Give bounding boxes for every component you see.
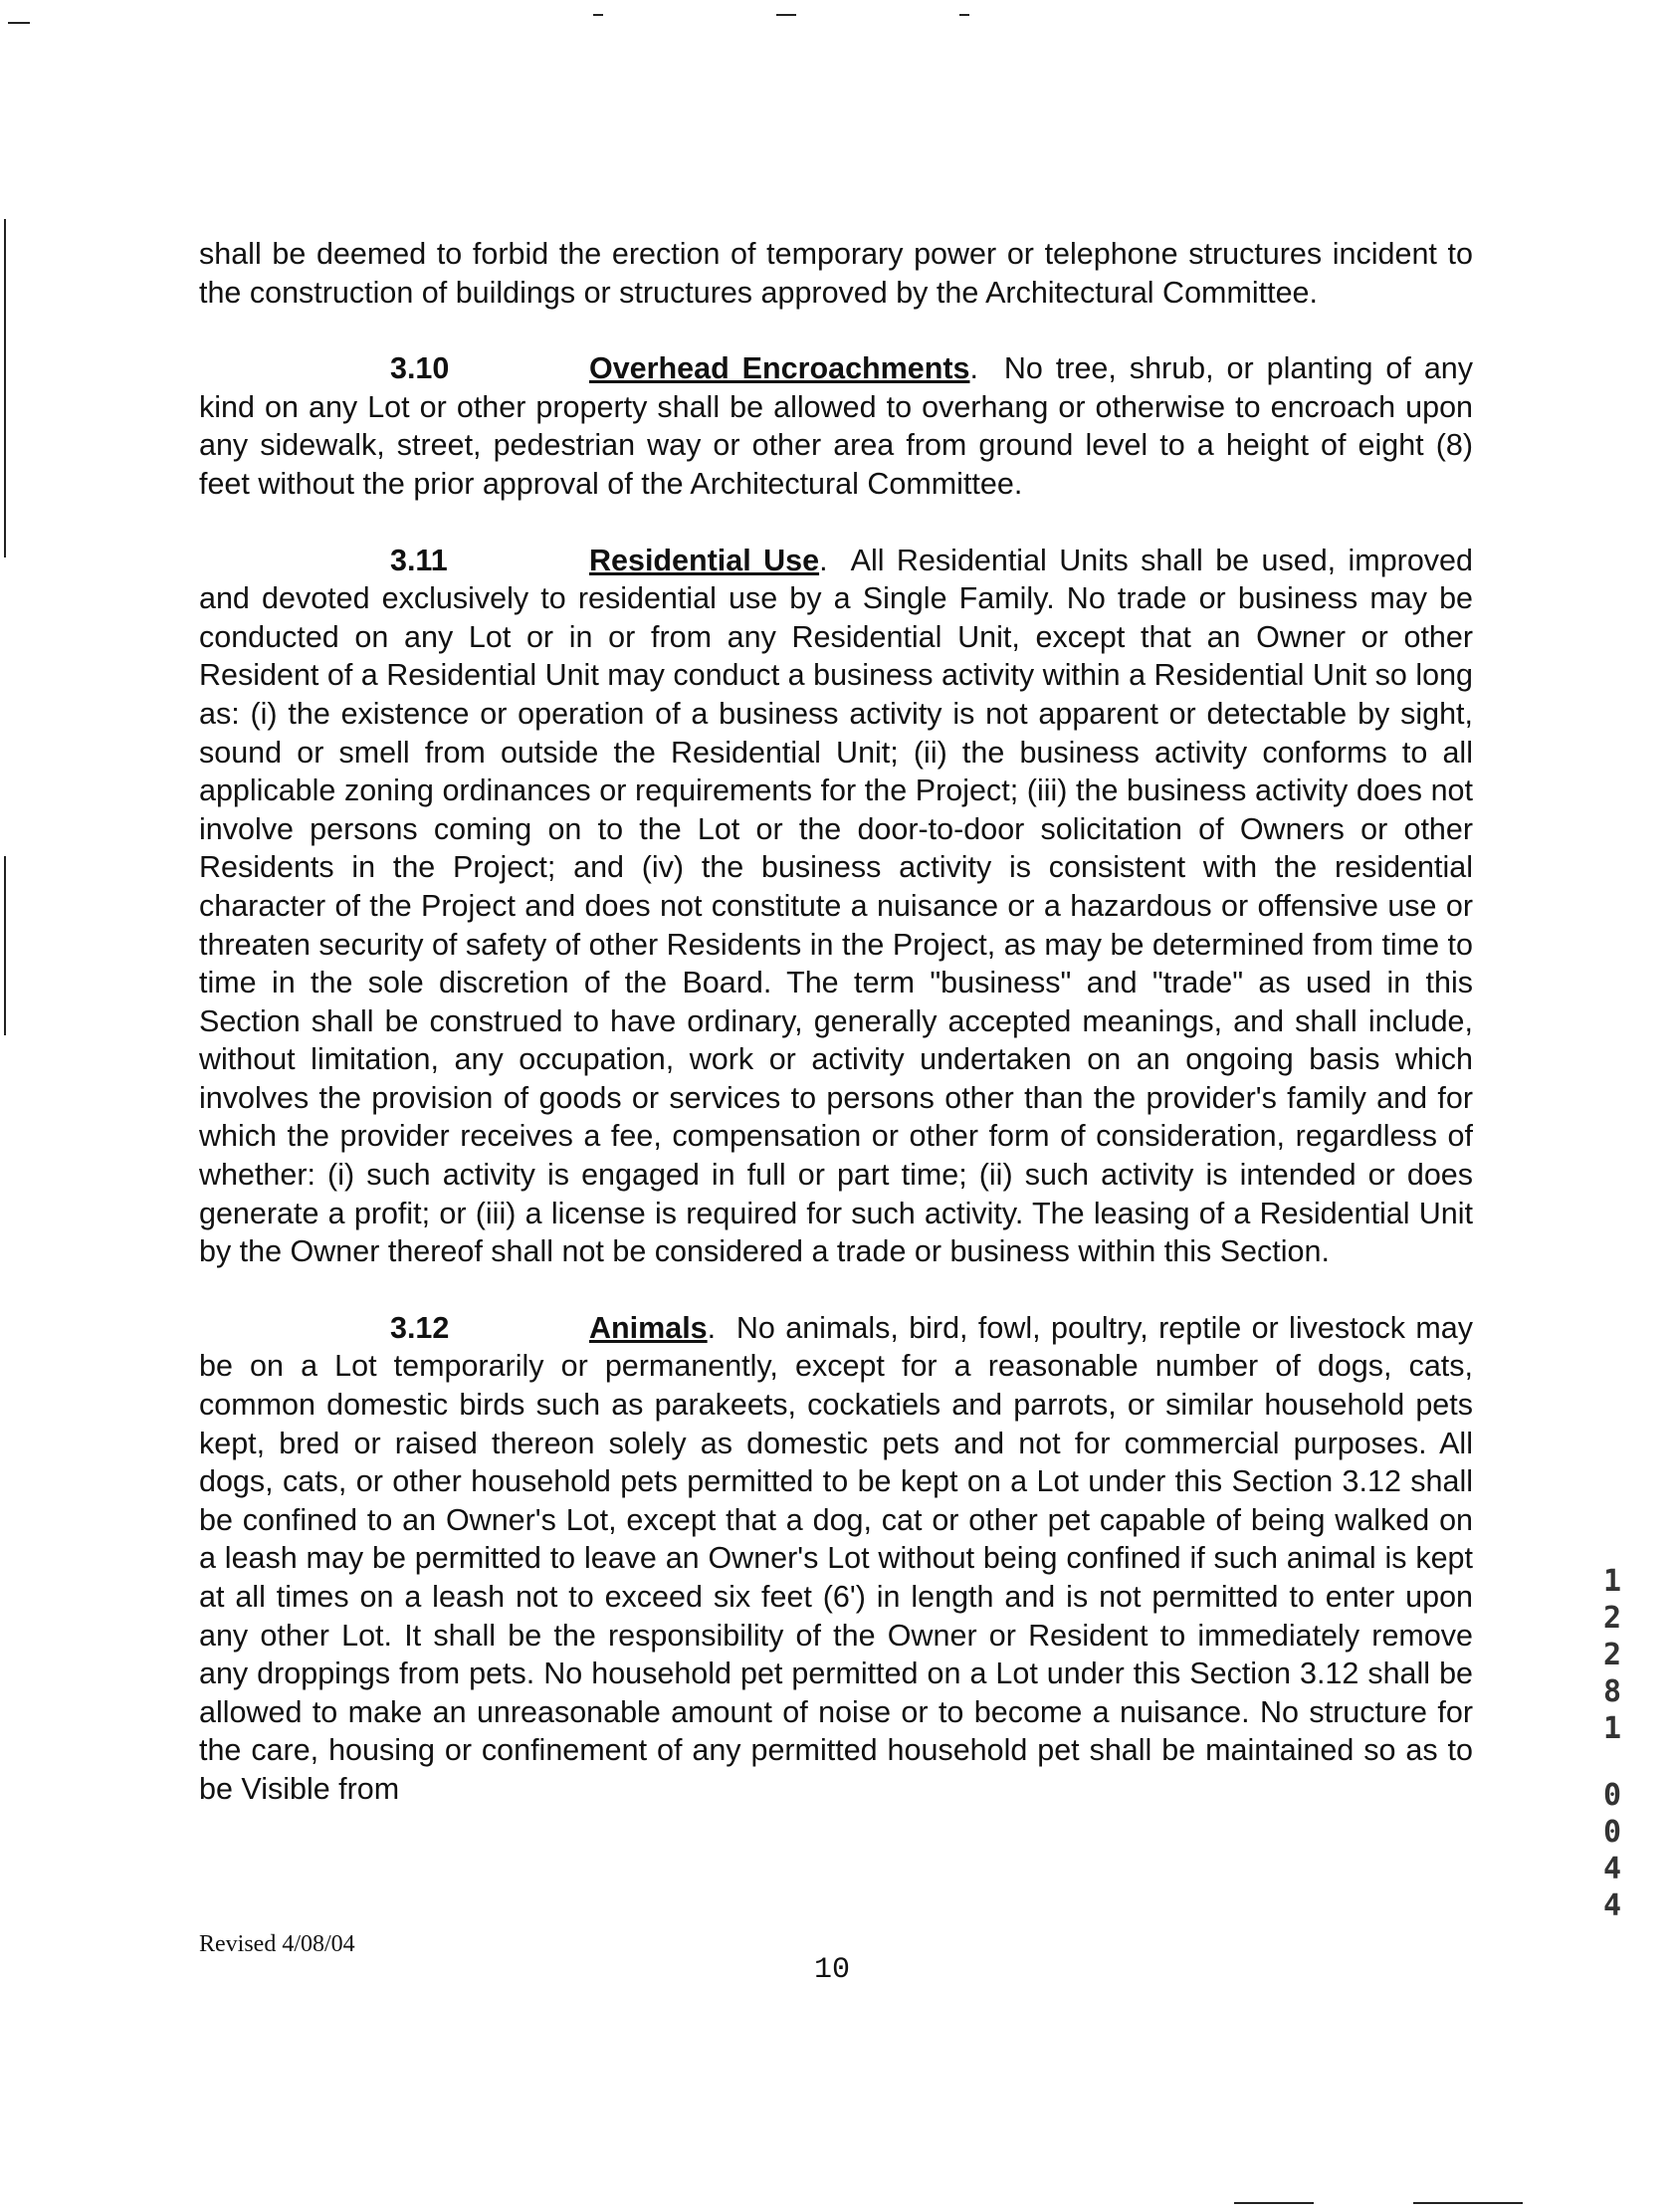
document-body <box>199 235 1473 1847</box>
stamp-digit: 8 <box>1602 1674 1622 1709</box>
section-number: 3.11 <box>390 543 448 577</box>
section-title: Residential Use <box>589 543 820 577</box>
stamp-digit: 0 <box>1602 1778 1622 1813</box>
scan-mark <box>1234 2202 1314 2204</box>
stamp-digit: 1 <box>1602 1711 1622 1746</box>
revision-date: Revised 4/08/04 <box>199 1931 355 1957</box>
continuation-paragraph: shall be deemed to forbid the erection of temporary power or telephone structures incident to the construction of buildings or structures approved by the Architectural Committee. <box>199 237 1473 310</box>
section-number: 3.10 <box>390 351 450 386</box>
stamp-digit: 2 <box>1602 1638 1622 1672</box>
section-3-11: 3.11 Residential Use. All Residential Units shall be used, improved and devoted exclusively to residential use by a Single Family. No trade or business may be conducted on any Lot or in or from any Residential Unit, except that an Owner or other Resident of a Residential Unit may conduct a business activity within a Residential Unit so long as: (i) the existence or operation of a business activity is not apparent or detectable by sight, sound or smell from outside the Residential Unit; (ii) the business activity conforms to all applicable zoning ordinances or requirements for the Project; (iii) the business activity does not involve persons coming on to the Lot or the door-to-door solicitation of Owners or other Residents in the Project; and (iv) the business activity is consistent with the residential character of the Project and does not constitute a nuisance or a hazardous or offensive use or threaten security of safety of other Residents in the Project, as may be determined from time to time in the sole discretion of the Board. The term "business" and "trade" as used in this Section shall be construed to have ordinary, generally accepted meanings, and shall include, without limitation, any occupation, work or activity undertaken on an ongoing basis which involves the provision of goods or services to persons other than the provider's family and for which the provider receives a fee, compensation or other form of consideration, regardless of whether: (i) such activity is engaged in full or part time; (ii) such activity is intended or does generate a profit; or (iii) a license is required for such activity. The leasing of a Residential Unit by the Owner thereof shall not be considered a trade or business within this Section. <box>199 543 1473 1269</box>
scan-mark <box>4 856 6 1035</box>
scan-mark <box>593 14 603 16</box>
section-text: No tree, shrub, or planting of any kind on any Lot or other property shall be allowed to overhang or otherwise to encroach upon any sidewalk, street, pedestrian way or other area from ground level to a height of eight (8) feet without the prior approval of the Architectural Committee. <box>199 351 1473 501</box>
recording-stamp <box>1592 1563 1632 1924</box>
section-title: Animals <box>589 1310 708 1345</box>
section-3-12: 3.12 Animals. No animals, bird, fowl, poultry, reptile or livestock may be on a Lot temporarily or permanently, except for a reasonable number of dogs, cats, common domestic birds such as parakeets, cockatiels and parrots, or similar household pets kept, bred or raised thereon solely as domestic pets and not for commercial purposes. All dogs, cats, or other household pets permitted to be kept on a Lot under this Section 3.12 shall be confined to an Owner's Lot, except that a dog, cat or other pet capable of being walked on a leash may be permitted to leave an Owner's Lot without being confined if such animal is kept at all times on a leash not to exceed six feet (6') in length and is not permitted to enter upon any other Lot. It shall be the responsibility of the Owner or Resident to immediately remove any droppings from pets. No household pet permitted on a Lot under this Section 3.12 shall be allowed to make an unreasonable amount of noise or to become a nuisance. No structure for the care, housing or confinement of any permitted household pet shall be maintained so as to be Visible from <box>199 1310 1474 1806</box>
scan-mark <box>776 14 796 16</box>
page-number: 10 <box>814 1953 851 1987</box>
section-number: 3.12 <box>390 1310 450 1345</box>
stamp-digit: 2 <box>1602 1601 1622 1636</box>
section-text: No animals, bird, fowl, poultry, reptile or livestock may be on a Lot temporarily or permanently, except for a reasonable number of dogs, cats, common domestic birds such as parakeets, cockatiels and parrots, or similar household pets kept, bred or raised thereon solely as domestic pets and not for commercial purposes. All dogs, cats, or other household pets permitted to be kept on a Lot under this Section 3.12 shall be confined to an Owner's Lot, except that a dog, cat or other pet capable of being walked on a leash may be permitted to leave an Owner's Lot without being confined if such animal is kept at all times on a leash not to exceed six feet (6') in length and is not permitted to enter upon any other Lot. It shall be the responsibility of the Owner or Resident to immediately remove any droppings from pets. No household pet permitted on a Lot under this Section 3.12 shall be allowed to make an unreasonable amount of noise or to become a nuisance. No structure for the care, housing or confinement of any permitted household pet shall be maintained so as to be Visible from <box>199 1310 1474 1806</box>
scan-mark <box>4 219 6 557</box>
scan-mark <box>8 22 30 24</box>
section-text: All Residential Units shall be used, improved and devoted exclusively to residential use by a Single Family. No trade or business may be conducted on any Lot or in or from any Residential Unit, except that an Owner or other Resident of a Residential Unit may conduct a business activity within a Residential Unit so long as: (i) the existence or operation of a business activity is not apparent or detectable by sight, sound or smell from outside the Residential Unit; (ii) the business activity conforms to all applicable zoning ordinances or requirements for the Project; (iii) the business activity does not involve persons coming on to the Lot or the door-to-door solicitation of Owners or other Residents in the Project; and (iv) the business activity is consistent with the residential character of the Project and does not constitute a nuisance or a hazardous or offensive use or threaten security of safety of other Residents in the Project, as may be determined from time to time in the sole discretion of the Board. The term "business" and "trade" as used in this Section shall be construed to have ordinary, generally accepted meanings, and shall include, without limitation, any occupation, work or activity undertaken on an ongoing basis which involves the provision of goods or services to persons other than the provider's family and for which the provider receives a fee, compensation or other form of consideration, regardless of whether: (i) such activity is engaged in full or part time; (ii) such activity is intended or does generate a profit; or (iii) a license is required for such activity. The leasing of a Residential Unit by the Owner thereof shall not be considered a trade or business within this Section. <box>199 543 1473 1269</box>
section-title: Overhead Encroachments <box>589 351 970 386</box>
section-3-10: 3.10 Overhead Encroachments. No tree, shrub, or planting of any kind on any Lot or other property shall be allowed to overhang or otherwise to encroach upon any sidewalk, street, pedestrian way or other area from ground level to a height of eight (8) feet without the prior approval of the Architectural Committee. <box>199 351 1473 501</box>
stamp-digit: 4 <box>1602 1852 1622 1886</box>
stamp-digit: 1 <box>1602 1564 1622 1599</box>
scan-mark <box>959 14 969 16</box>
scan-mark <box>1413 2202 1523 2204</box>
stamp-digit: 0 <box>1602 1815 1622 1850</box>
stamp-digit: 4 <box>1602 1888 1622 1923</box>
